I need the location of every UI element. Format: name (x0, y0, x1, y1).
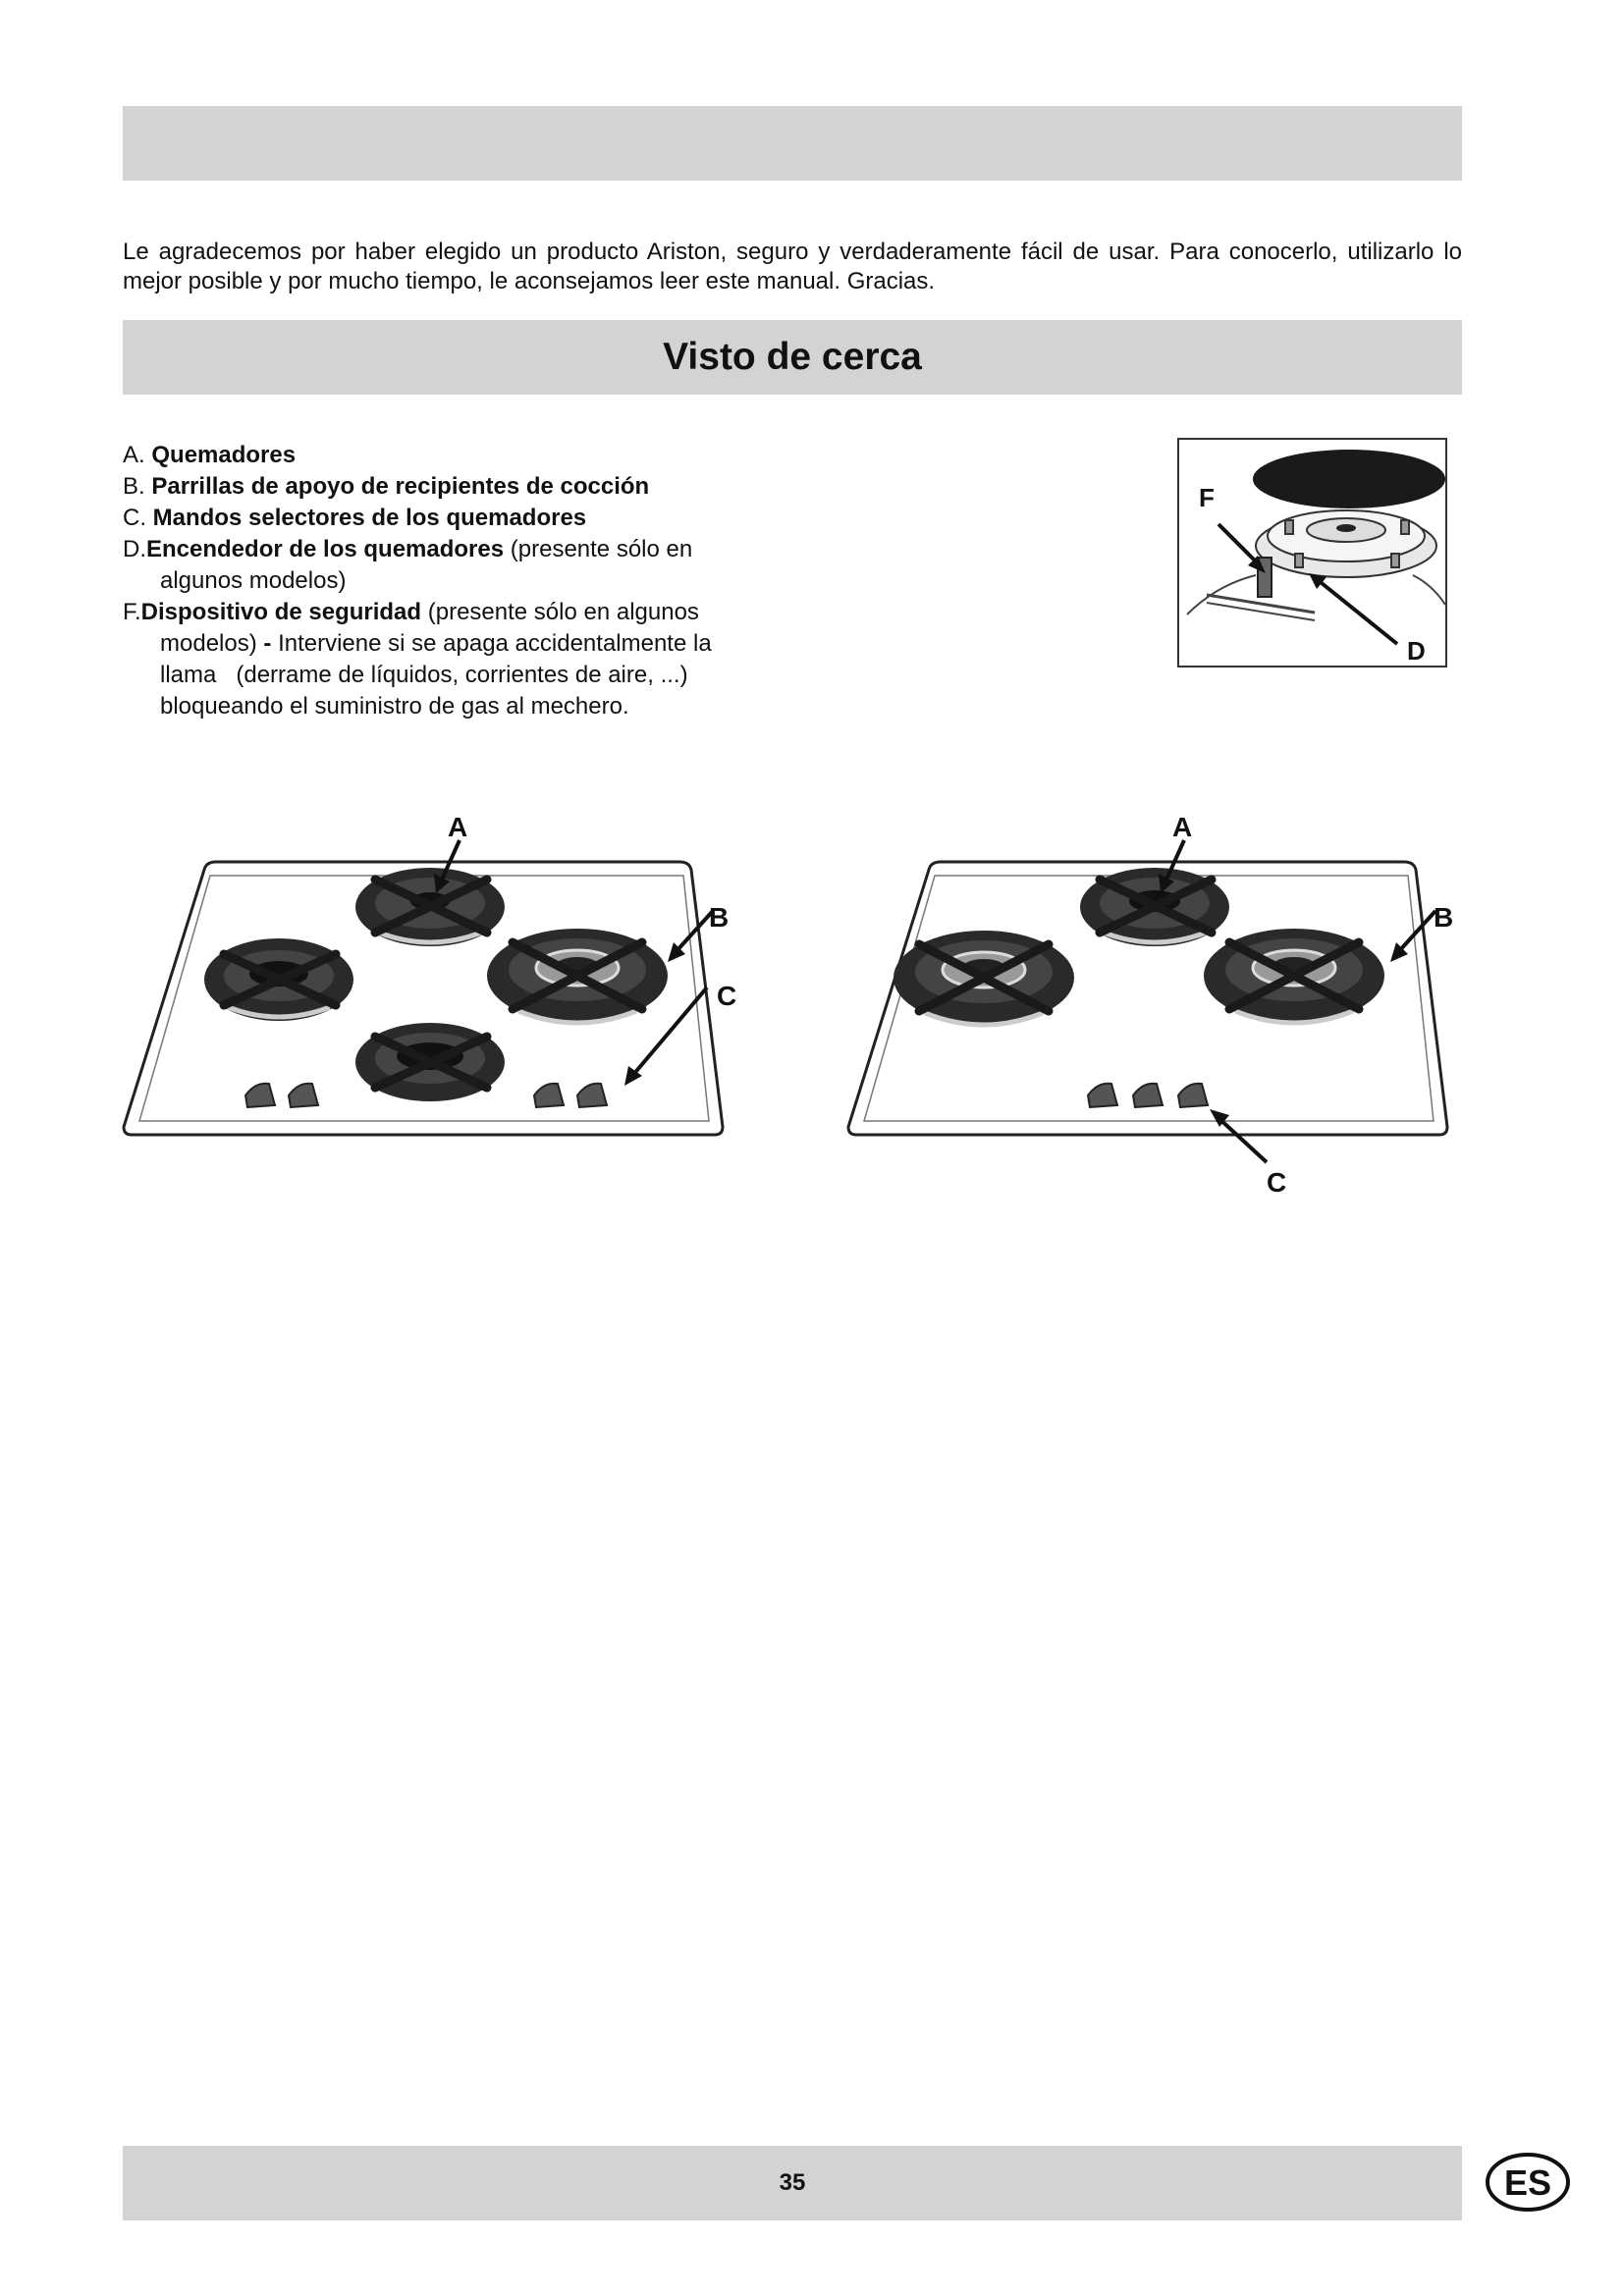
footer-bar (123, 2146, 1552, 2220)
label-d: D (1407, 636, 1426, 666)
language-badge (1485, 2152, 1571, 2213)
label-c: C (717, 981, 737, 1011)
list-item: F.Dispositivo de seguridad (presente sólo en algunos modelos) - Interviene si se apaga accidentalmente la llama (derrame de líquidos, corrientes de aire, ...) bloqueando el suministro de gas al mechero. (123, 599, 712, 720)
section-title-bar (123, 320, 1462, 395)
language-code: ES (1503, 2163, 1552, 2203)
burner-detail-illustration (1177, 438, 1447, 667)
label-f: F (1199, 483, 1215, 512)
hob-three-burner-illustration (846, 805, 1455, 1198)
label-c: C (1267, 1167, 1287, 1198)
label-a: A (448, 812, 468, 842)
hob-four-burner-illustration (122, 805, 737, 1148)
section-title: Visto de cerca (663, 336, 922, 378)
list-item: B. Parrillas de apoyo de recipientes de cocción (123, 473, 650, 500)
intro-paragraph: Le agradecemos por haber elegido un producto Ariston, seguro y verdaderamente fácil de usar. Para conocerlo, utilizarlo lo mejor posible y por mucho tiempo, le aconsejamos leer este manual. Gracias. (123, 239, 1462, 294)
list-item: D.Encendedor de los quemadores (presente sólo en algunos modelos) (123, 536, 693, 594)
label-a: A (1172, 812, 1193, 842)
parts-list (123, 440, 771, 722)
list-item: A. Quemadores (123, 442, 297, 468)
label-b: B (709, 902, 730, 933)
list-item: C. Mandos selectores de los quemadores (123, 505, 587, 531)
header-bar (123, 106, 1462, 181)
page-number: 35 (779, 2169, 806, 2196)
label-b: B (1434, 902, 1454, 933)
